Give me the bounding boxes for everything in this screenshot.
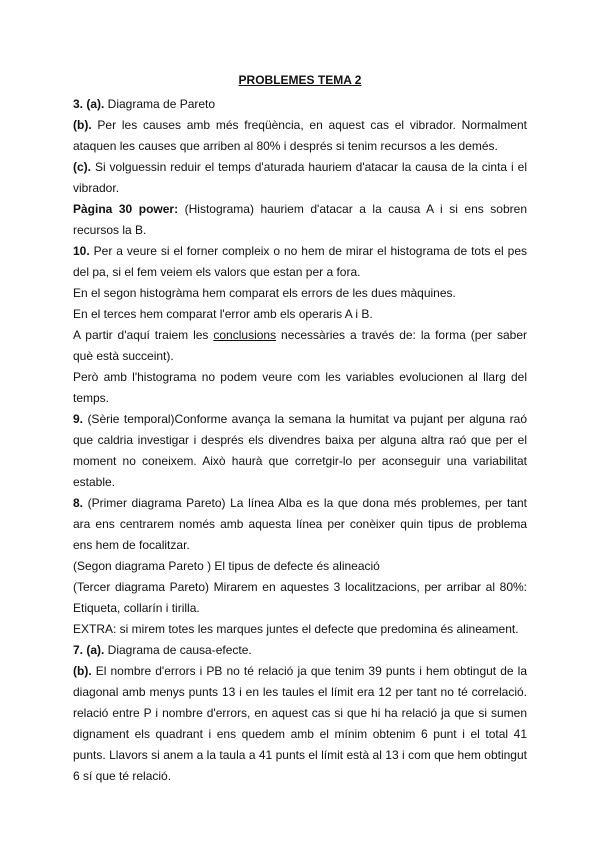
paragraph-text: Però amb l'histograma no podem veure com les variables evolucionen al llarg del temps.: [73, 370, 527, 405]
paragraph-text: (Sèrie temporal)Conforme avança la semana la humitat va pujant per alguna raó que caldria investigar i després els divendres baixa per alguna altra raó que per el moment no coneixem. Això haurà que corretgir-lo per aconseguir una variabilitat estable.: [73, 412, 527, 489]
paragraph-pagina-30: [73, 199, 527, 241]
paragraph-segon-pareto: [73, 556, 527, 577]
paragraph-lead: 8.: [73, 496, 84, 510]
conclusions-underlined: conclusions: [213, 328, 277, 342]
paragraph-lead: (b).: [73, 664, 92, 678]
paragraph-text: (Histograma) hauriem d'atacar a la causa A i si ens sobren recursos la B.: [73, 202, 527, 237]
paragraph-text: (Segon diagrama Pareto ) El tipus de defecte és alineació: [73, 559, 380, 573]
paragraph-text: EXTRA: si mirem totes les marques juntes el defecte que predomina és alineament.: [73, 622, 519, 636]
paragraph-text: (Primer diagrama Pareto) La línea Alba es la que dona més problemes, per tant ara ens centrarem només amb aquesta línea per conèixer quin tipus de problema ens hem de focalitzar.: [73, 496, 527, 552]
paragraph-text: (Tercer diagrama Pareto) Mirarem en aquestes 3 localitzacions, per arribar al 80%: Etiqueta, collarín i tirilla.: [73, 580, 527, 615]
paragraph-text: Per a veure si el forner compleix o no hem de mirar el histograma de tots el pes del pa, si el fem veiem els valors que estan per a fora.: [73, 244, 527, 279]
document-body: [73, 94, 527, 787]
paragraph-pre: A partir d'aquí traiem les: [73, 328, 214, 342]
paragraph-tercer-pareto: [73, 577, 527, 619]
paragraph-text: Per les causes amb més freqüència, en aquest cas el vibrador. Normalment ataquen les causes que arriben al 80% i després si tenim recursos a les demés.: [73, 118, 527, 153]
paragraph-text: Si volguessin reduir el temps d'aturada hauriem d'atacar la causa de la cinta i el vibrador.: [73, 160, 527, 195]
paragraph-terces: [73, 304, 527, 325]
paragraph-lead: 10.: [73, 244, 90, 258]
paragraph-3c: [73, 157, 527, 199]
paragraph-text: En el segon histogràma hem comparat els errors de les dues màquines.: [73, 286, 456, 300]
paragraph-lead: 3. (a).: [73, 97, 105, 111]
paragraph-7b: [73, 661, 527, 787]
paragraph-segon-histograma: [73, 283, 527, 304]
paragraph-lead: 7. (a).: [73, 643, 105, 657]
paragraph-text: necessàries a través de: la forma (per saber què està succeint).: [73, 328, 528, 363]
paragraph-pero: [73, 367, 527, 409]
paragraph-3a: [73, 94, 527, 115]
paragraph-extra: [73, 619, 527, 640]
paragraph-text: Diagrama de Pareto: [104, 97, 216, 111]
paragraph-8: [73, 493, 527, 556]
paragraph-lead: (c).: [73, 160, 91, 174]
paragraph-9: [73, 409, 527, 493]
paragraph-lead: Pàgina 30 power:: [73, 202, 179, 216]
page-title: PROBLEMES TEMA 2: [238, 73, 362, 87]
paragraph-text: Diagrama de causa-efecte.: [104, 643, 252, 657]
paragraph-7a: [73, 640, 527, 661]
paragraph-10: [73, 241, 527, 283]
paragraph-lead: (b).: [73, 118, 92, 132]
paragraph-text: El nombre d'errors i PB no té relació ja que tenim 39 punts i hem obtingut de la diagonal amb menys punts 13 i en les taules el límit era 12 per tant no té correlació. relació entre P i nombre d'errors, en aquest cas si que hi ha relació ja que si sumen dignament els quadrant i ens quedem amb el mínim obtenim 6 punt i el total 41 punts. Llavors si anem a la taula a 41 punts el límit està al 13 i com que hem obtingut 6 sí que té relació.: [73, 664, 527, 783]
paragraph-text: En el terces hem comparat l'error amb els operaris A i B.: [73, 307, 373, 321]
paragraph-3b: [73, 115, 527, 157]
paragraph-conclusions: [73, 325, 527, 367]
paragraph-lead: 9.: [73, 412, 84, 426]
